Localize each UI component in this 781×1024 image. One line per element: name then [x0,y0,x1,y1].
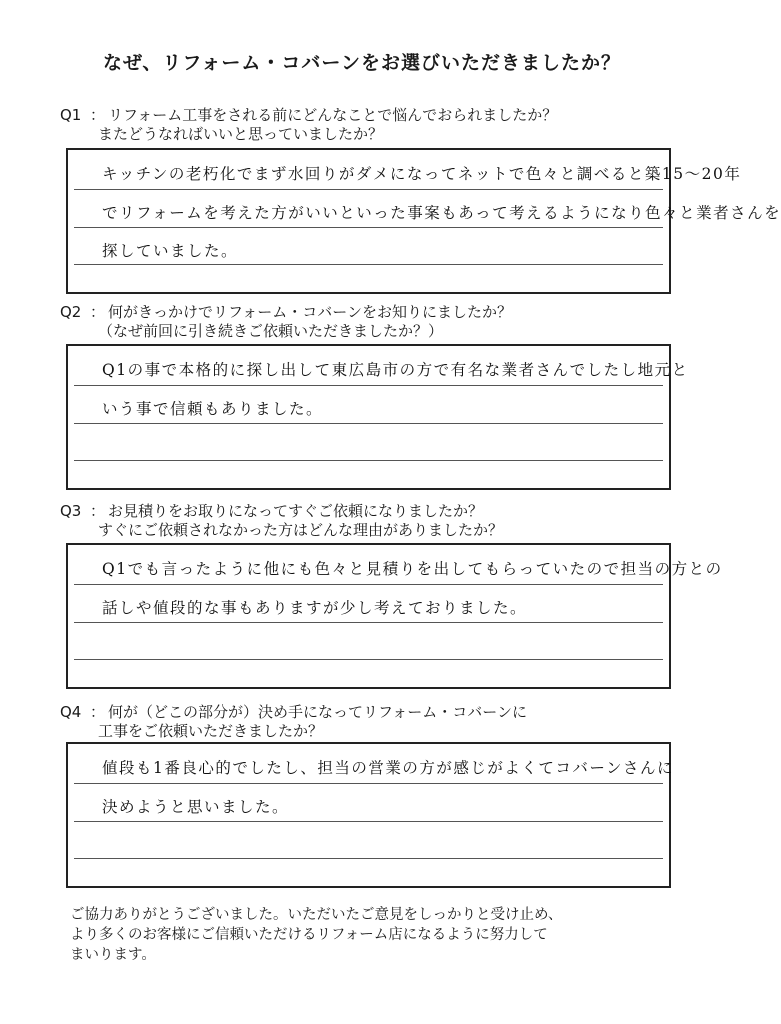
answer-rule [74,821,663,822]
question-4 [60,703,527,741]
question-text-line1: 何が（どこの部分が）決め手になってリフォーム・コバーンに [108,703,527,721]
question-number: Q2 [60,303,82,321]
closing-line: まいります。 [70,947,156,963]
answer-rule [74,858,663,859]
answer-box-4 [66,742,675,888]
question-1 [60,106,557,144]
answer-rule [74,622,663,623]
question-text-line2: （なぜ前回に引き続きご依頼いただきましたか？） [98,322,444,340]
question-text-line1: お見積りをお取りになってすぐご依頼になりましたか？ [108,502,484,520]
closing-line: より多くのお客様にご信頼いただけるリフォーム店になるように努力して [70,927,548,943]
survey-title: なぜ、リフォーム・コバーンをお選びいただきましたか？ [102,52,622,74]
handwritten-answer-line: でリフォームを考えた方がいいといった事案もあって考えるようになり色々と業者さんを [102,204,781,222]
closing-message [70,905,562,965]
answer-rule [74,264,663,265]
handwritten-answer-line: 探していました。 [102,242,239,260]
question-number: Q3 [60,502,82,520]
question-number: Q4 [60,703,82,721]
answer-rule [74,227,663,228]
question-3 [60,502,503,540]
handwritten-answer-line: キッチンの老朽化でまず水回りがダメになってネットで色々と調べると築15〜20年 [102,165,742,183]
closing-line: ご協力ありがとうございました。いただいたご意見をしっかりと受け止め、 [70,907,563,923]
question-colon: ： [90,703,106,721]
handwritten-answer-line: 決めようと思いました。 [102,798,290,816]
answer-rule [74,783,663,784]
answer-rule [74,189,663,190]
answer-box-2 [66,344,689,490]
answer-rule [74,385,663,386]
question-2 [60,303,512,341]
question-number: Q1 [60,106,82,124]
handwritten-answer-line: Q1の事で本格的に探し出して東広島市の方で有名な業者さんでしたし地元と [102,361,689,379]
handwritten-answer-line: いう事で信頼もありました。 [102,400,324,418]
handwritten-answer-line: 話しや値段的な事もありますが少し考えておりました。 [102,599,528,617]
question-colon: ： [90,106,106,124]
question-text-line2: 工事をご依頼いただきましたか？ [98,722,324,740]
handwritten-answer-line: 値段も1番良心的でしたし、担当の営業の方が感じがよくてコバーンさんに [102,759,675,777]
question-text-line2: すぐにご依頼されなかった方はどんな理由がありましたか？ [98,521,504,539]
question-colon: ： [90,303,106,321]
answer-rule [74,584,663,585]
answer-rule [74,460,663,461]
answer-box-1 [66,148,781,294]
question-colon: ： [90,502,106,520]
handwritten-answer-line: Q1でも言ったように他にも色々と見積りを出してもらっていたので担当の方との [102,560,723,578]
question-text-line1: 何がきっかけでリフォーム・コバーンをお知りにましたか？ [108,303,512,321]
answer-rule [74,659,663,660]
answer-rule [74,423,663,424]
answer-box-3 [66,543,723,689]
question-text-line1: リフォーム工事をされる前にどんなことで悩んでおられましたか？ [108,106,558,124]
question-text-line2: またどうなればいいと思っていましたか？ [98,125,384,143]
